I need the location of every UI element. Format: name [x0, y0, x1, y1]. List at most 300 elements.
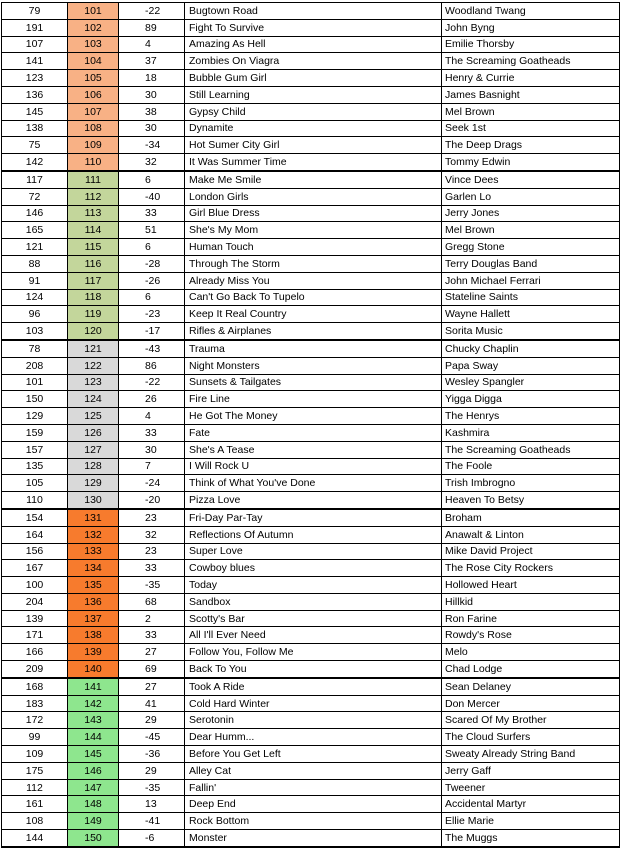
- previous-position-cell: 91: [2, 272, 68, 289]
- table-row: [2, 577, 620, 594]
- current-rank-cell: 138: [68, 627, 119, 644]
- table-row: [2, 137, 620, 154]
- position-change-cell: -22: [119, 374, 185, 391]
- table-row: [2, 374, 620, 391]
- current-rank-cell: 149: [68, 813, 119, 830]
- previous-position-cell: 88: [2, 255, 68, 272]
- song-title-cell: Dynamite: [185, 120, 442, 137]
- current-rank-cell: 146: [68, 762, 119, 779]
- previous-position-cell: 129: [2, 408, 68, 425]
- artist-name-cell: The Cloud Surfers: [442, 729, 620, 746]
- artist-name-cell: John Byng: [442, 19, 620, 36]
- current-rank-cell: 123: [68, 374, 119, 391]
- current-rank-cell: 148: [68, 796, 119, 813]
- song-title-cell: Through The Storm: [185, 255, 442, 272]
- artist-name-cell: The Rose City Rockers: [442, 560, 620, 577]
- table-row: [2, 3, 620, 20]
- position-change-cell: -35: [119, 779, 185, 796]
- artist-name-cell: The Foole: [442, 458, 620, 475]
- current-rank-cell: 134: [68, 560, 119, 577]
- artist-name-cell: Trish Imbrogno: [442, 475, 620, 492]
- previous-position-cell: 105: [2, 475, 68, 492]
- current-rank-cell: 121: [68, 340, 119, 357]
- artist-name-cell: Emilie Thorsby: [442, 36, 620, 53]
- current-rank-cell: 133: [68, 543, 119, 560]
- artist-name-cell: Vince Dees: [442, 171, 620, 188]
- artist-name-cell: Heaven To Betsy: [442, 492, 620, 509]
- table-row: [2, 255, 620, 272]
- current-rank-cell: 132: [68, 526, 119, 543]
- artist-name-cell: Terry Douglas Band: [442, 255, 620, 272]
- previous-position-cell: 96: [2, 306, 68, 323]
- table-row: [2, 357, 620, 374]
- song-title-cell: Amazing As Hell: [185, 36, 442, 53]
- table-row: [2, 593, 620, 610]
- position-change-cell: 6: [119, 239, 185, 256]
- song-title-cell: I Will Rock U: [185, 458, 442, 475]
- previous-position-cell: 79: [2, 3, 68, 20]
- current-rank-cell: 101: [68, 3, 119, 20]
- artist-name-cell: Mike David Project: [442, 543, 620, 560]
- current-rank-cell: 137: [68, 610, 119, 627]
- artist-name-cell: Accidental Martyr: [442, 796, 620, 813]
- previous-position-cell: 135: [2, 458, 68, 475]
- song-title-cell: Make Me Smile: [185, 171, 442, 188]
- song-title-cell: Night Monsters: [185, 357, 442, 374]
- table-row: [2, 289, 620, 306]
- previous-position-cell: 144: [2, 830, 68, 847]
- previous-position-cell: 99: [2, 729, 68, 746]
- artist-name-cell: Sweaty Already String Band: [442, 746, 620, 763]
- song-title-cell: Zombies On Viagra: [185, 53, 442, 70]
- artist-name-cell: The Henrys: [442, 408, 620, 425]
- song-title-cell: Sunsets & Tailgates: [185, 374, 442, 391]
- current-rank-cell: 125: [68, 408, 119, 425]
- table-row: [2, 323, 620, 340]
- table-row: [2, 120, 620, 137]
- previous-position-cell: 110: [2, 492, 68, 509]
- table-row: [2, 746, 620, 763]
- artist-name-cell: Woodland Twang: [442, 3, 620, 20]
- table-row: [2, 441, 620, 458]
- table-row: [2, 627, 620, 644]
- song-title-cell: Took A Ride: [185, 678, 442, 695]
- table-row: [2, 391, 620, 408]
- previous-position-cell: 108: [2, 813, 68, 830]
- song-title-cell: Reflections Of Autumn: [185, 526, 442, 543]
- previous-position-cell: 124: [2, 289, 68, 306]
- position-change-cell: 30: [119, 441, 185, 458]
- current-rank-cell: 129: [68, 475, 119, 492]
- previous-position-cell: 171: [2, 627, 68, 644]
- song-title-cell: Cowboy blues: [185, 560, 442, 577]
- current-rank-cell: 117: [68, 272, 119, 289]
- current-rank-cell: 120: [68, 323, 119, 340]
- song-title-cell: Already Miss You: [185, 272, 442, 289]
- previous-position-cell: 107: [2, 36, 68, 53]
- previous-position-cell: 175: [2, 762, 68, 779]
- artist-name-cell: Don Mercer: [442, 695, 620, 712]
- previous-position-cell: 146: [2, 205, 68, 222]
- artist-name-cell: Gregg Stone: [442, 239, 620, 256]
- artist-name-cell: Wesley Spangler: [442, 374, 620, 391]
- song-title-cell: Girl Blue Dress: [185, 205, 442, 222]
- previous-position-cell: 168: [2, 678, 68, 695]
- current-rank-cell: 139: [68, 644, 119, 661]
- artist-name-cell: Chad Lodge: [442, 661, 620, 678]
- position-change-cell: 27: [119, 678, 185, 695]
- position-change-cell: -40: [119, 188, 185, 205]
- table-row: [2, 526, 620, 543]
- song-title-cell: Can't Go Back To Tupelo: [185, 289, 442, 306]
- current-rank-cell: 108: [68, 120, 119, 137]
- position-change-cell: -34: [119, 137, 185, 154]
- table-row: [2, 492, 620, 509]
- position-change-cell: 89: [119, 19, 185, 36]
- table-row: [2, 103, 620, 120]
- artist-name-cell: The Muggs: [442, 830, 620, 847]
- position-change-cell: 30: [119, 120, 185, 137]
- current-rank-cell: 105: [68, 70, 119, 87]
- current-rank-cell: 127: [68, 441, 119, 458]
- current-rank-cell: 106: [68, 86, 119, 103]
- previous-position-cell: 121: [2, 239, 68, 256]
- table-row: [2, 543, 620, 560]
- song-title-cell: Monster: [185, 830, 442, 847]
- song-title-cell: Today: [185, 577, 442, 594]
- table-row: [2, 779, 620, 796]
- table-row: [2, 171, 620, 188]
- table-row: [2, 813, 620, 830]
- current-rank-cell: 110: [68, 154, 119, 171]
- table-row: [2, 796, 620, 813]
- previous-position-cell: 191: [2, 19, 68, 36]
- current-rank-cell: 118: [68, 289, 119, 306]
- artist-name-cell: Mel Brown: [442, 222, 620, 239]
- current-rank-cell: 141: [68, 678, 119, 695]
- table-row: [2, 188, 620, 205]
- current-rank-cell: 113: [68, 205, 119, 222]
- previous-position-cell: 117: [2, 171, 68, 188]
- song-title-cell: Fri-Day Par-Tay: [185, 509, 442, 526]
- song-title-cell: Fallin': [185, 779, 442, 796]
- song-title-cell: Alley Cat: [185, 762, 442, 779]
- current-rank-cell: 143: [68, 712, 119, 729]
- table-row: [2, 830, 620, 847]
- current-rank-cell: 119: [68, 306, 119, 323]
- position-change-cell: -43: [119, 340, 185, 357]
- current-rank-cell: 124: [68, 391, 119, 408]
- table-row: [2, 695, 620, 712]
- artist-name-cell: Tweener: [442, 779, 620, 796]
- table-row: [2, 272, 620, 289]
- current-rank-cell: 114: [68, 222, 119, 239]
- current-rank-cell: 116: [68, 255, 119, 272]
- artist-name-cell: Tommy Edwin: [442, 154, 620, 171]
- artist-name-cell: Henry & Currie: [442, 70, 620, 87]
- artist-name-cell: Kashmira: [442, 424, 620, 441]
- previous-position-cell: 141: [2, 53, 68, 70]
- song-title-cell: Keep It Real Country: [185, 306, 442, 323]
- song-title-cell: Fight To Survive: [185, 19, 442, 36]
- position-change-cell: 2: [119, 610, 185, 627]
- table-row: [2, 424, 620, 441]
- song-title-cell: Pizza Love: [185, 492, 442, 509]
- position-change-cell: 32: [119, 154, 185, 171]
- position-change-cell: 23: [119, 543, 185, 560]
- previous-position-cell: 156: [2, 543, 68, 560]
- song-title-cell: She's My Mom: [185, 222, 442, 239]
- table-row: [2, 408, 620, 425]
- current-rank-cell: 136: [68, 593, 119, 610]
- song-title-cell: Fate: [185, 424, 442, 441]
- song-title-cell: Back To You: [185, 661, 442, 678]
- song-title-cell: Super Love: [185, 543, 442, 560]
- song-title-cell: He Got The Money: [185, 408, 442, 425]
- table-row: [2, 340, 620, 357]
- previous-position-cell: 172: [2, 712, 68, 729]
- previous-position-cell: 166: [2, 644, 68, 661]
- position-change-cell: -36: [119, 746, 185, 763]
- position-change-cell: -22: [119, 3, 185, 20]
- position-change-cell: -24: [119, 475, 185, 492]
- artist-name-cell: Wayne Hallett: [442, 306, 620, 323]
- position-change-cell: 68: [119, 593, 185, 610]
- position-change-cell: 33: [119, 424, 185, 441]
- current-rank-cell: 135: [68, 577, 119, 594]
- position-change-cell: -17: [119, 323, 185, 340]
- position-change-cell: 26: [119, 391, 185, 408]
- previous-position-cell: 183: [2, 695, 68, 712]
- table-row: [2, 205, 620, 222]
- previous-position-cell: 159: [2, 424, 68, 441]
- song-title-cell: All I'll Ever Need: [185, 627, 442, 644]
- previous-position-cell: 165: [2, 222, 68, 239]
- position-change-cell: 69: [119, 661, 185, 678]
- artist-name-cell: Seek 1st: [442, 120, 620, 137]
- song-title-cell: Sandbox: [185, 593, 442, 610]
- position-change-cell: 33: [119, 560, 185, 577]
- current-rank-cell: 115: [68, 239, 119, 256]
- position-change-cell: -23: [119, 306, 185, 323]
- table-row: [2, 53, 620, 70]
- position-change-cell: -6: [119, 830, 185, 847]
- song-title-cell: Hot Sumer City Girl: [185, 137, 442, 154]
- table-row: [2, 678, 620, 695]
- chart-rows: [2, 3, 620, 847]
- artist-name-cell: Ellie Marie: [442, 813, 620, 830]
- position-change-cell: -20: [119, 492, 185, 509]
- table-row: [2, 458, 620, 475]
- song-title-cell: Deep End: [185, 796, 442, 813]
- current-rank-cell: 131: [68, 509, 119, 526]
- position-change-cell: 41: [119, 695, 185, 712]
- position-change-cell: 33: [119, 627, 185, 644]
- position-change-cell: 51: [119, 222, 185, 239]
- current-rank-cell: 111: [68, 171, 119, 188]
- artist-name-cell: Garlen Lo: [442, 188, 620, 205]
- previous-position-cell: 157: [2, 441, 68, 458]
- artist-name-cell: Hollowed Heart: [442, 577, 620, 594]
- song-title-cell: She's A Tease: [185, 441, 442, 458]
- previous-position-cell: 164: [2, 526, 68, 543]
- song-title-cell: Trauma: [185, 340, 442, 357]
- previous-position-cell: 138: [2, 120, 68, 137]
- artist-name-cell: Jerry Jones: [442, 205, 620, 222]
- table-row: [2, 475, 620, 492]
- table-row: [2, 306, 620, 323]
- table-row: [2, 154, 620, 171]
- position-change-cell: 33: [119, 205, 185, 222]
- current-rank-cell: 130: [68, 492, 119, 509]
- table-row: [2, 70, 620, 87]
- song-title-cell: Still Learning: [185, 86, 442, 103]
- current-rank-cell: 126: [68, 424, 119, 441]
- current-rank-cell: 109: [68, 137, 119, 154]
- position-change-cell: -28: [119, 255, 185, 272]
- position-change-cell: 6: [119, 171, 185, 188]
- position-change-cell: -45: [119, 729, 185, 746]
- current-rank-cell: 112: [68, 188, 119, 205]
- table-row: [2, 222, 620, 239]
- current-rank-cell: 150: [68, 830, 119, 847]
- artist-name-cell: Scared Of My Brother: [442, 712, 620, 729]
- position-change-cell: 6: [119, 289, 185, 306]
- song-title-cell: London Girls: [185, 188, 442, 205]
- table-row: [2, 36, 620, 53]
- previous-position-cell: 100: [2, 577, 68, 594]
- previous-position-cell: 142: [2, 154, 68, 171]
- artist-name-cell: Mel Brown: [442, 103, 620, 120]
- position-change-cell: 29: [119, 762, 185, 779]
- song-title-cell: Cold Hard Winter: [185, 695, 442, 712]
- artist-name-cell: Ron Farine: [442, 610, 620, 627]
- artist-name-cell: Rowdy's Rose: [442, 627, 620, 644]
- song-title-cell: Follow You, Follow Me: [185, 644, 442, 661]
- artist-name-cell: Hillkid: [442, 593, 620, 610]
- artist-name-cell: Jerry Gaff: [442, 762, 620, 779]
- previous-position-cell: 145: [2, 103, 68, 120]
- current-rank-cell: 104: [68, 53, 119, 70]
- artist-name-cell: Yigga Digga: [442, 391, 620, 408]
- position-change-cell: -35: [119, 577, 185, 594]
- song-title-cell: Think of What You've Done: [185, 475, 442, 492]
- position-change-cell: 27: [119, 644, 185, 661]
- artist-name-cell: Papa Sway: [442, 357, 620, 374]
- previous-position-cell: 78: [2, 340, 68, 357]
- current-rank-cell: 142: [68, 695, 119, 712]
- position-change-cell: 38: [119, 103, 185, 120]
- position-change-cell: 30: [119, 86, 185, 103]
- chart-table: [1, 2, 620, 848]
- position-change-cell: -26: [119, 272, 185, 289]
- artist-name-cell: The Screaming Goatheads: [442, 441, 620, 458]
- song-title-cell: Scotty's Bar: [185, 610, 442, 627]
- artist-name-cell: Stateline Saints: [442, 289, 620, 306]
- current-rank-cell: 122: [68, 357, 119, 374]
- previous-position-cell: 75: [2, 137, 68, 154]
- artist-name-cell: Broham: [442, 509, 620, 526]
- table-row: [2, 610, 620, 627]
- current-rank-cell: 144: [68, 729, 119, 746]
- table-row: [2, 661, 620, 678]
- position-change-cell: 18: [119, 70, 185, 87]
- song-title-cell: Dear Humm...: [185, 729, 442, 746]
- position-change-cell: 13: [119, 796, 185, 813]
- position-change-cell: 4: [119, 36, 185, 53]
- current-rank-cell: 103: [68, 36, 119, 53]
- previous-position-cell: 161: [2, 796, 68, 813]
- table-row: [2, 19, 620, 36]
- table-row: [2, 644, 620, 661]
- current-rank-cell: 147: [68, 779, 119, 796]
- previous-position-cell: 150: [2, 391, 68, 408]
- table-row: [2, 729, 620, 746]
- artist-name-cell: Chucky Chaplin: [442, 340, 620, 357]
- song-title-cell: Bugtown Road: [185, 3, 442, 20]
- position-change-cell: 29: [119, 712, 185, 729]
- table-row: [2, 762, 620, 779]
- table-row: [2, 86, 620, 103]
- artist-name-cell: Melo: [442, 644, 620, 661]
- table-row: [2, 239, 620, 256]
- position-change-cell: -41: [119, 813, 185, 830]
- table-row: [2, 560, 620, 577]
- current-rank-cell: 140: [68, 661, 119, 678]
- previous-position-cell: 123: [2, 70, 68, 87]
- song-title-cell: Fire Line: [185, 391, 442, 408]
- artist-name-cell: Sean Delaney: [442, 678, 620, 695]
- previous-position-cell: 112: [2, 779, 68, 796]
- position-change-cell: 4: [119, 408, 185, 425]
- previous-position-cell: 136: [2, 86, 68, 103]
- previous-position-cell: 208: [2, 357, 68, 374]
- artist-name-cell: James Basnight: [442, 86, 620, 103]
- song-title-cell: Rifles & Airplanes: [185, 323, 442, 340]
- song-title-cell: It Was Summer Time: [185, 154, 442, 171]
- current-rank-cell: 107: [68, 103, 119, 120]
- previous-position-cell: 72: [2, 188, 68, 205]
- song-title-cell: Bubble Gum Girl: [185, 70, 442, 87]
- artist-name-cell: John Michael Ferrari: [442, 272, 620, 289]
- song-title-cell: Human Touch: [185, 239, 442, 256]
- song-title-cell: Before You Get Left: [185, 746, 442, 763]
- table-row: [2, 712, 620, 729]
- previous-position-cell: 204: [2, 593, 68, 610]
- current-rank-cell: 128: [68, 458, 119, 475]
- previous-position-cell: 167: [2, 560, 68, 577]
- position-change-cell: 7: [119, 458, 185, 475]
- artist-name-cell: Sorita Music: [442, 323, 620, 340]
- previous-position-cell: 139: [2, 610, 68, 627]
- previous-position-cell: 154: [2, 509, 68, 526]
- position-change-cell: 23: [119, 509, 185, 526]
- position-change-cell: 86: [119, 357, 185, 374]
- current-rank-cell: 145: [68, 746, 119, 763]
- artist-name-cell: The Screaming Goatheads: [442, 53, 620, 70]
- previous-position-cell: 101: [2, 374, 68, 391]
- position-change-cell: 37: [119, 53, 185, 70]
- artist-name-cell: Anawalt & Linton: [442, 526, 620, 543]
- previous-position-cell: 209: [2, 661, 68, 678]
- position-change-cell: 32: [119, 526, 185, 543]
- song-title-cell: Gypsy Child: [185, 103, 442, 120]
- previous-position-cell: 103: [2, 323, 68, 340]
- song-title-cell: Rock Bottom: [185, 813, 442, 830]
- song-title-cell: Serotonin: [185, 712, 442, 729]
- artist-name-cell: The Deep Drags: [442, 137, 620, 154]
- current-rank-cell: 102: [68, 19, 119, 36]
